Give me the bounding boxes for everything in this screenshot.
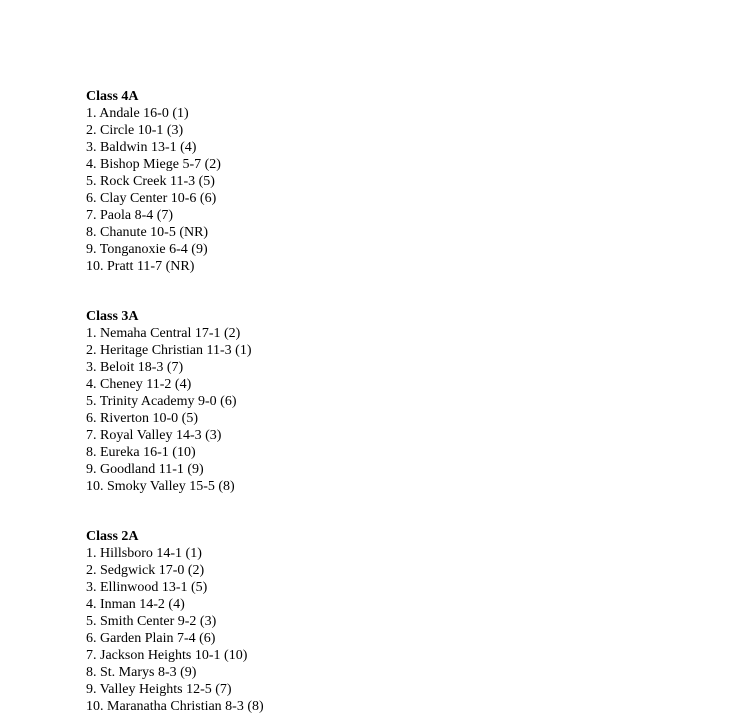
ranking-item: 8. Eureka 16-1 (10) [86, 445, 196, 460]
ranking-item: 6. Clay Center 10-6 (6) [86, 191, 217, 206]
ranking-item: 9. Goodland 11-1 (9) [86, 462, 204, 477]
ranking-item: 3. Ellinwood 13-1 (5) [86, 580, 208, 595]
ranking-item: 10. Maranatha Christian 8-3 (8) [86, 699, 264, 714]
ranking-item: 7. Jackson Heights 10-1 (10) [86, 648, 248, 663]
class-3a-section [86, 308, 706, 495]
ranking-item: 9. Valley Heights 12-5 (7) [86, 682, 232, 697]
ranking-item: 6. Garden Plain 7-4 (6) [86, 631, 216, 646]
ranking-item: 7. Royal Valley 14-3 (3) [86, 428, 222, 443]
ranking-item: 10. Smoky Valley 15-5 (8) [86, 479, 235, 494]
ranking-item: 10. Pratt 11-7 (NR) [86, 259, 195, 274]
ranking-item: 9. Tonganoxie 6-4 (9) [86, 242, 208, 257]
class-3a-heading: Class 3A [86, 309, 139, 324]
ranking-item: 7. Paola 8-4 (7) [86, 208, 174, 223]
ranking-item: 4. Inman 14-2 (4) [86, 597, 185, 612]
ranking-item: 5. Smith Center 9-2 (3) [86, 614, 217, 629]
class-3a-list [86, 325, 706, 495]
ranking-item: 3. Beloit 18-3 (7) [86, 360, 184, 375]
class-2a-section [86, 528, 706, 715]
ranking-item: 2. Circle 10-1 (3) [86, 123, 184, 138]
class-4a-list [86, 105, 706, 275]
ranking-item: 2. Sedgwick 17-0 (2) [86, 563, 205, 578]
ranking-item: 1. Andale 16-0 (1) [86, 106, 189, 121]
ranking-item: 2. Heritage Christian 11-3 (1) [86, 343, 252, 358]
ranking-item: 6. Riverton 10-0 (5) [86, 411, 198, 426]
ranking-item: 3. Baldwin 13-1 (4) [86, 140, 197, 155]
ranking-item: 4. Bishop Miege 5-7 (2) [86, 157, 221, 172]
ranking-item: 1. Nemaha Central 17-1 (2) [86, 326, 241, 341]
ranking-item: 8. St. Marys 8-3 (9) [86, 665, 197, 680]
class-2a-list [86, 545, 706, 715]
class-2a-heading: Class 2A [86, 529, 139, 544]
ranking-item: 4. Cheney 11-2 (4) [86, 377, 192, 392]
class-4a-heading: Class 4A [86, 89, 139, 104]
ranking-item: 1. Hillsboro 14-1 (1) [86, 546, 202, 561]
class-4a-section [86, 88, 706, 275]
ranking-item: 5. Trinity Academy 9-0 (6) [86, 394, 237, 409]
ranking-item: 8. Chanute 10-5 (NR) [86, 225, 209, 240]
ranking-item: 5. Rock Creek 11-3 (5) [86, 174, 215, 189]
rankings-document [86, 88, 706, 715]
